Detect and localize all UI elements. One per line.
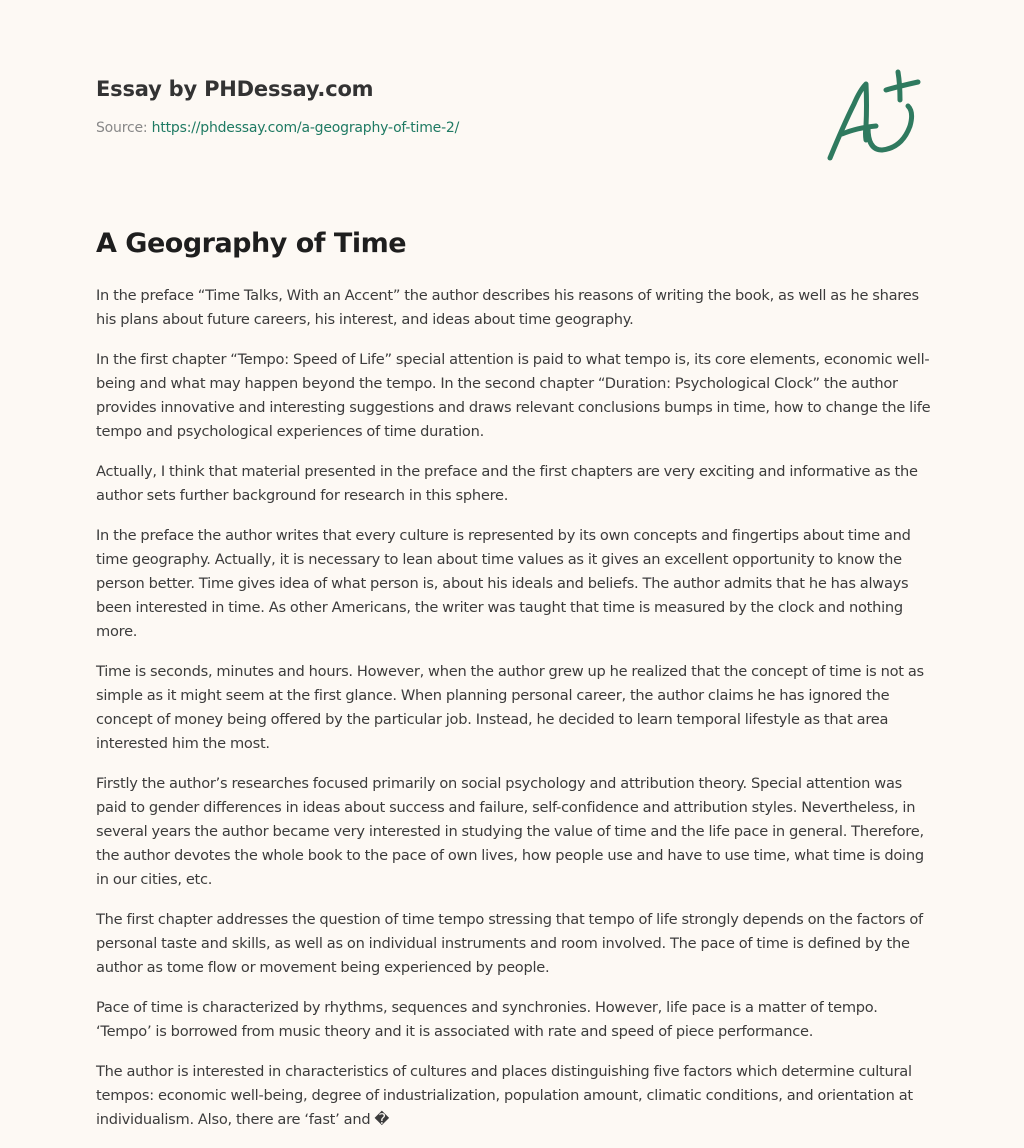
essay-paragraph: Actually, I think that material presented in the preface and the first chapters are very exciting and informative as the author sets further background for research in this sphere.: [96, 463, 918, 504]
essay-paragraph: The author is interested in characteristics of cultures and places distinguishing five factors which determine cultural tempos: economic well-being, degree of industrialization, population amount, climatic conditions, and orientation at individualism. Also, there are ‘fast’ and �: [96, 1063, 913, 1128]
essay-header: [96, 74, 716, 138]
essay-body: [96, 284, 932, 1148]
a-plus-grade-icon: [820, 66, 930, 166]
essay-paragraph: Firstly the author’s researches focused primarily on social psychology and attribution theory. Special attention was paid to gender differences in ideas about success and failure, self-confidence and attribution styles. Nevertheless, in several years the author became very interested in studying the value of time and the life pace in general. Therefore, the author devotes the whole book to the pace of own lives, how people use and have to use time, what time is doing in our cities, etc.: [96, 775, 924, 888]
essay-paragraph: The first chapter addresses the question of time tempo stressing that tempo of life strongly depends on the factors of personal taste and skills, as well as on individual instruments and room involved. The pace of time is defined by the author as tome flow or movement being experienced by people.: [96, 911, 923, 976]
brand-title: Essay by PHDessay.com: [96, 77, 374, 101]
essay-paragraph: In the preface “Time Talks, With an Accent” the author describes his reasons of writing the book, as well as he shares his plans about future careers, his interest, and ideas about time geography.: [96, 287, 919, 328]
essay-paragraph: In the preface the author writes that every culture is represented by its own concepts and fingertips about time and time geography. Actually, it is necessary to lean about time values as it gives an excellent opportunity to know the person better. Time gives idea of what person is, about his ideals and beliefs. The author admits that he has always been interested in time. As other Americans, the writer was taught that time is measured by the clock and nothing more.: [96, 527, 911, 640]
essay-paragraph: In the first chapter “Tempo: Speed of Life” special attention is paid to what tempo is, its core elements, economic well-being and what may happen beyond the tempo. In the second chapter “Duration: Psychological Clock” the author provides innovative and interesting suggestions and draws relevant conclusions bumps in time, how to change the life tempo and psychological experiences of time duration.: [96, 351, 931, 440]
essay-paragraph: Pace of time is characterized by rhythms, sequences and synchronies. However, life pace is a matter of tempo. ‘Tempo’ is borrowed from music theory and it is associated with rate and speed of piece performance.: [96, 999, 878, 1040]
source-line: [96, 118, 716, 138]
essay-title: A Geography of Time: [96, 228, 407, 259]
source-label: Source:: [96, 120, 148, 136]
source-link[interactable]: https://phdessay.com/a-geography-of-time-2/: [151, 120, 460, 136]
essay-paragraph: Time is seconds, minutes and hours. However, when the author grew up he realized that the concept of time is not as simple as it might seem at the first glance. When planning personal career, the author claims he has ignored the concept of money being offered by the particular job. Instead, he decided to learn temporal lifestyle as that area interested him the most.: [96, 663, 924, 752]
